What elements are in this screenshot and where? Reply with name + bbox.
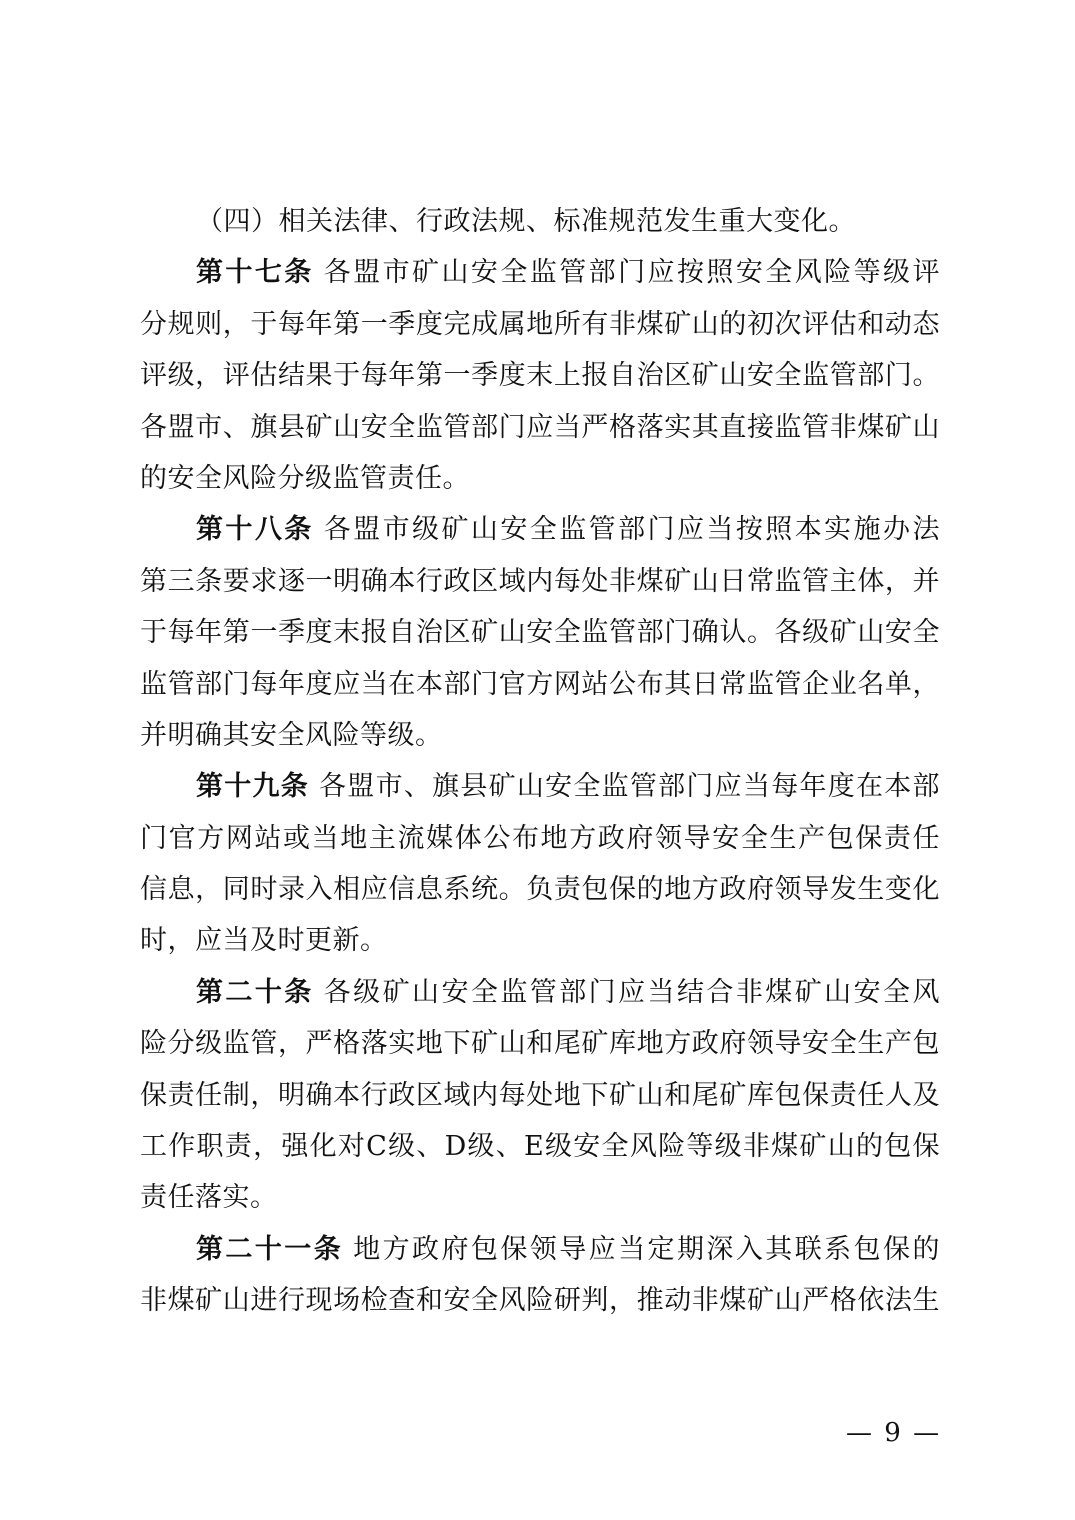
text-line: 险分级监管，严格落实地下矿山和尾矿库地方政府领导安全生产包 xyxy=(140,1028,940,1060)
article-19-line-2 xyxy=(140,813,940,864)
article-20-line-3 xyxy=(140,1070,940,1121)
text-line: 监管部门每年度应当在本部门官方网站公布其日常监管企业名单， xyxy=(140,668,940,700)
text-line: 各盟市、旗县矿山安全监管部门应当每年度在本部 xyxy=(319,771,941,803)
article-17-line-1 xyxy=(140,247,940,298)
article-19-line-3 xyxy=(140,864,940,915)
text-line: （四）相关法律、行政法规、标准规范发生重大变化。 xyxy=(196,206,856,237)
article-17-line-4 xyxy=(140,402,940,453)
text-line: 第三条要求逐一明确本行政区域内每处非煤矿山日常监管主体，并 xyxy=(140,565,940,597)
text-line: 非煤矿山进行现场检查和安全风险研判，推动非煤矿山严格依法生 xyxy=(140,1285,940,1317)
text-line: 的安全风险分级监管责任。 xyxy=(140,462,470,494)
text-line: 保责任制，明确本行政区域内每处地下矿山和尾矿库包保责任人及 xyxy=(140,1079,940,1111)
article-17-line-5 xyxy=(140,453,940,504)
text-line: 分规则，于每年第一季度完成属地所有非煤矿山的初次评估和动态 xyxy=(140,308,940,340)
article-19-title: 第十九条 xyxy=(196,771,310,803)
article-20-line-5 xyxy=(140,1172,940,1223)
text-line: 各盟市矿山安全监管部门应按照安全风险等级评 xyxy=(323,257,940,289)
text-line: 于每年第一季度末报自治区矿山安全监管部门确认。各级矿山安全 xyxy=(140,617,940,649)
text-line: 各盟市、旗县矿山安全监管部门应当严格落实其直接监管非煤矿山 xyxy=(140,411,940,443)
text-line: 时，应当及时更新。 xyxy=(140,925,388,957)
article-18-line-1 xyxy=(140,504,940,555)
article-18-line-4 xyxy=(140,659,940,710)
article-20-line-4 xyxy=(140,1121,940,1172)
article-19-line-1 xyxy=(140,761,940,812)
article-18-line-2 xyxy=(140,556,940,607)
text-line: 门官方网站或当地主流媒体公布地方政府领导安全生产包保责任 xyxy=(140,822,940,854)
article-17-line-2 xyxy=(140,299,940,350)
article-21-line-1 xyxy=(140,1224,940,1275)
text-line: 地方政府包保领导应当定期深入其联系包保的 xyxy=(353,1233,940,1265)
article-20-title: 第二十条 xyxy=(196,976,314,1008)
body-text xyxy=(140,196,940,1327)
article-18-title: 第十八条 xyxy=(196,514,314,546)
text-line: 工作职责，强化对C级、D级、E级安全风险等级非煤矿山的包保 xyxy=(140,1131,940,1163)
text-line: 责任落实。 xyxy=(140,1182,278,1214)
article-21-line-2 xyxy=(140,1275,940,1326)
article-21-title: 第二十一条 xyxy=(196,1233,344,1265)
article-17-line-3 xyxy=(140,350,940,401)
text-line: 各级矿山安全监管部门应当结合非煤矿山安全风 xyxy=(323,976,940,1008)
article-19-line-4 xyxy=(140,915,940,966)
article-17-title: 第十七条 xyxy=(196,257,314,289)
article-20-line-2 xyxy=(140,1018,940,1069)
text-line: 并明确其安全风险等级。 xyxy=(140,719,443,751)
article-20-line-1 xyxy=(140,967,940,1018)
text-line: 评级，评估结果于每年第一季度末上报自治区矿山安全监管部门。 xyxy=(140,360,940,392)
text-line: 各盟市级矿山安全监管部门应当按照本实施办法 xyxy=(323,514,940,546)
page-number: — 9 — xyxy=(846,1418,942,1448)
article-18-line-3 xyxy=(140,607,940,658)
text-line: 信息，同时录入相应信息系统。负责包保的地方政府领导发生变化 xyxy=(140,874,940,906)
article-18-line-5 xyxy=(140,710,940,761)
item-four-line xyxy=(140,196,940,247)
